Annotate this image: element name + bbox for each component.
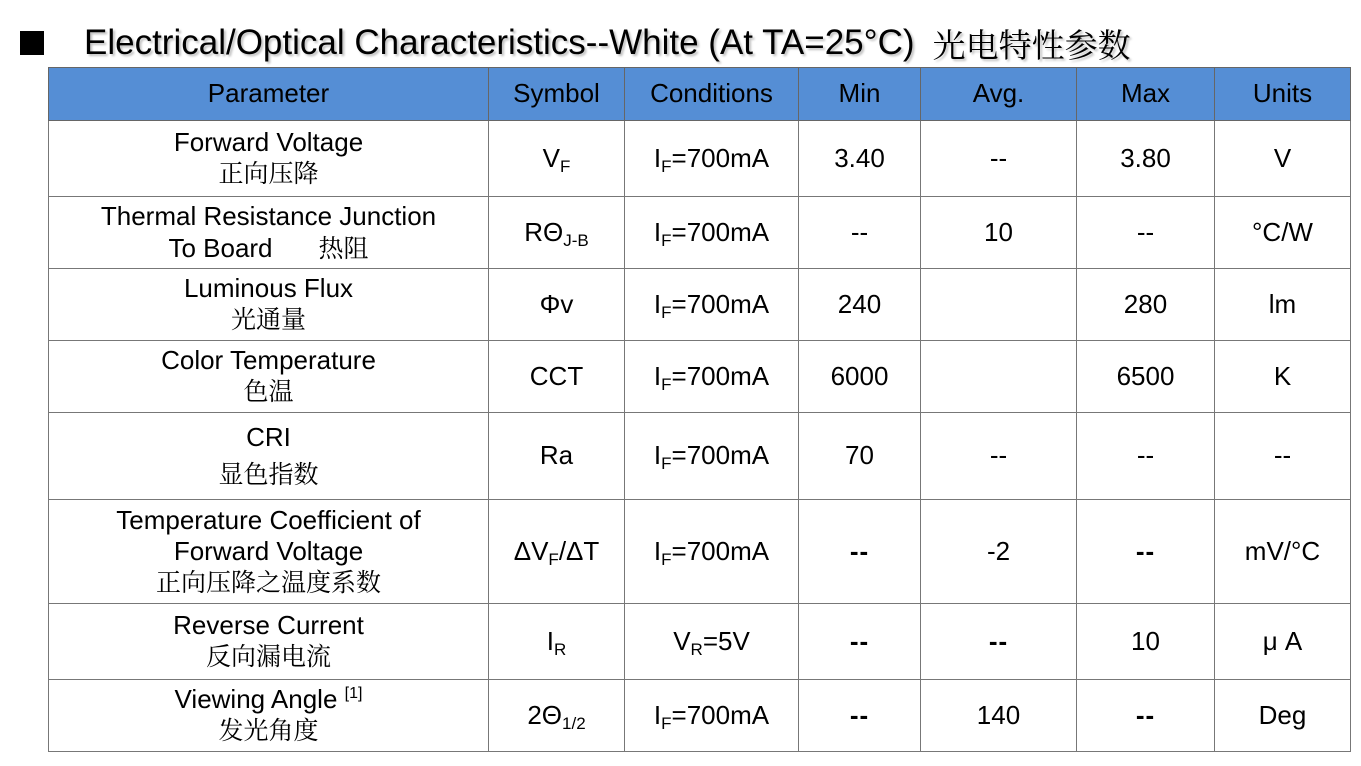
symbol-pre: ΔV — [513, 535, 549, 566]
symbol-cell — [489, 604, 625, 680]
cond-sub: F — [661, 156, 672, 176]
cond-main: I — [653, 535, 662, 566]
min-cell: -- — [799, 197, 921, 269]
cond-main: I — [653, 360, 662, 391]
parameter-cell — [49, 121, 489, 197]
table-row — [49, 604, 1351, 680]
min-cell: -- — [799, 500, 921, 604]
header-parameter: Parameter — [49, 68, 489, 121]
cond-main: V — [673, 625, 691, 656]
avg-cell: -- — [921, 604, 1077, 680]
parameter-en: Viewing Angle — [174, 684, 338, 715]
symbol-sub: F — [548, 549, 559, 569]
title-chinese: 光电特性参数 — [932, 25, 1131, 65]
avg-cell: 10 — [921, 197, 1077, 269]
avg-cell — [921, 269, 1077, 341]
units-cell: Deg — [1215, 680, 1351, 752]
units-cell: -- — [1215, 413, 1351, 500]
characteristics-table — [48, 67, 1351, 752]
avg-cell: 140 — [921, 680, 1077, 752]
parameter-cn: 色温 — [243, 377, 294, 407]
header-min: Min — [799, 68, 921, 121]
cond-rest: =5V — [702, 625, 750, 656]
parameter-en-wrap — [49, 684, 488, 716]
parameter-cell — [49, 413, 489, 500]
cond-rest: =700mA — [671, 360, 770, 391]
units-cell: K — [1215, 341, 1351, 413]
table-row — [49, 413, 1351, 500]
symbol-main: I — [546, 625, 554, 656]
parameter-cn: 正向压降之温度系数 — [155, 567, 381, 597]
max-cell: -- — [1077, 680, 1215, 752]
units-cell: lm — [1215, 269, 1351, 341]
cond-rest: =700mA — [671, 535, 770, 566]
max-cell: -- — [1077, 500, 1215, 604]
max-cell: -- — [1077, 413, 1215, 500]
symbol-cell — [489, 680, 625, 752]
min-cell: 6000 — [799, 341, 921, 413]
symbol-cell: CCT — [489, 341, 625, 413]
units-cell: mV/°C — [1215, 500, 1351, 604]
table-row — [49, 269, 1351, 341]
parameter-en: Luminous Flux — [183, 273, 354, 304]
parameter-cell — [49, 341, 489, 413]
conditions-cell — [625, 500, 799, 604]
conditions-cell — [625, 121, 799, 197]
parameter-cn: 显色指数 — [218, 459, 319, 489]
symbol-sub: J-B — [563, 230, 589, 250]
max-cell: 3.80 — [1077, 121, 1215, 197]
units-cell: μ A — [1215, 604, 1351, 680]
min-cell: -- — [799, 680, 921, 752]
cond-rest: =700mA — [671, 699, 770, 730]
symbol-cell: Ra — [489, 413, 625, 500]
parameter-en: Reverse Current — [173, 610, 364, 641]
parameter-cn: 光通量 — [230, 305, 306, 335]
avg-cell: -2 — [921, 500, 1077, 604]
max-cell: -- — [1077, 197, 1215, 269]
parameter-en: CRI — [246, 421, 291, 452]
cond-rest: =700mA — [671, 142, 770, 173]
symbol-main: V — [542, 142, 560, 173]
cond-rest: =700mA — [671, 440, 770, 471]
symbol-cell — [489, 121, 625, 197]
symbol-main: RΘ — [524, 216, 564, 247]
cond-sub: F — [661, 230, 672, 250]
parameter-cell — [49, 500, 489, 604]
cond-sub: F — [661, 454, 672, 474]
table-header-row — [49, 68, 1351, 121]
avg-cell: -- — [921, 121, 1077, 197]
symbol-sub: F — [559, 156, 571, 176]
parameter-en: Forward Voltage — [173, 127, 364, 158]
header-conditions: Conditions — [625, 68, 799, 121]
conditions-cell — [625, 341, 799, 413]
cond-rest: =700mA — [671, 216, 770, 247]
max-cell: 10 — [1077, 604, 1215, 680]
cond-sub: F — [661, 713, 672, 733]
conditions-cell — [625, 604, 799, 680]
conditions-cell — [625, 680, 799, 752]
header-units: Units — [1215, 68, 1351, 121]
header-avg: Avg. — [921, 68, 1077, 121]
parameter-cell — [49, 197, 489, 269]
section-title — [20, 18, 1131, 68]
cond-sub: F — [661, 374, 672, 394]
symbol-sub: 1/2 — [562, 713, 586, 733]
conditions-cell — [625, 197, 799, 269]
parameter-en-line2: Forward Voltage — [173, 536, 364, 567]
symbol-cell — [489, 197, 625, 269]
avg-cell — [921, 341, 1077, 413]
table-row — [49, 121, 1351, 197]
max-cell: 280 — [1077, 269, 1215, 341]
parameter-en-line2: To Board — [168, 232, 273, 263]
symbol-main: 2Θ — [527, 699, 563, 730]
table-row — [49, 197, 1351, 269]
symbol-sub: R — [553, 639, 567, 659]
avg-cell: -- — [921, 413, 1077, 500]
min-cell: 3.40 — [799, 121, 921, 197]
table-row — [49, 680, 1351, 752]
table-row — [49, 341, 1351, 413]
parameter-cn: 热阻 — [318, 233, 369, 263]
cond-main: I — [653, 288, 662, 319]
cond-main: I — [653, 440, 662, 471]
parameter-cn: 发光角度 — [218, 716, 319, 746]
parameter-cell — [49, 269, 489, 341]
symbol-post: /ΔT — [558, 535, 600, 566]
conditions-cell — [625, 269, 799, 341]
parameter-cn: 正向压降 — [218, 159, 319, 189]
cond-rest: =700mA — [671, 288, 770, 319]
parameter-cell — [49, 604, 489, 680]
title-english: Electrical/Optical Characteristics--White (At TA=25°C) — [84, 23, 915, 62]
min-cell: 70 — [799, 413, 921, 500]
symbol-cell: Φv — [489, 269, 625, 341]
parameter-en: Color Temperature — [161, 345, 376, 376]
units-cell: V — [1215, 121, 1351, 197]
cond-main: I — [653, 699, 662, 730]
cond-sub: R — [690, 639, 703, 659]
square-bullet-icon — [20, 31, 44, 55]
min-cell: -- — [799, 604, 921, 680]
cond-sub: F — [661, 549, 672, 569]
footnote-marker: [1] — [344, 685, 363, 703]
cond-main: I — [653, 142, 662, 173]
max-cell: 6500 — [1077, 341, 1215, 413]
units-cell: °C/W — [1215, 197, 1351, 269]
table-row — [49, 500, 1351, 604]
parameter-cn: 反向漏电流 — [205, 642, 331, 672]
parameter-en-line1: Temperature Coefficient of — [116, 504, 421, 535]
header-max: Max — [1077, 68, 1215, 121]
conditions-cell — [625, 413, 799, 500]
cond-sub: F — [661, 302, 672, 322]
parameter-en-line1: Thermal Resistance Junction — [100, 200, 437, 231]
min-cell: 240 — [799, 269, 921, 341]
symbol-cell — [489, 500, 625, 604]
header-symbol: Symbol — [489, 68, 625, 121]
parameter-cell — [49, 680, 489, 752]
cond-main: I — [653, 216, 662, 247]
